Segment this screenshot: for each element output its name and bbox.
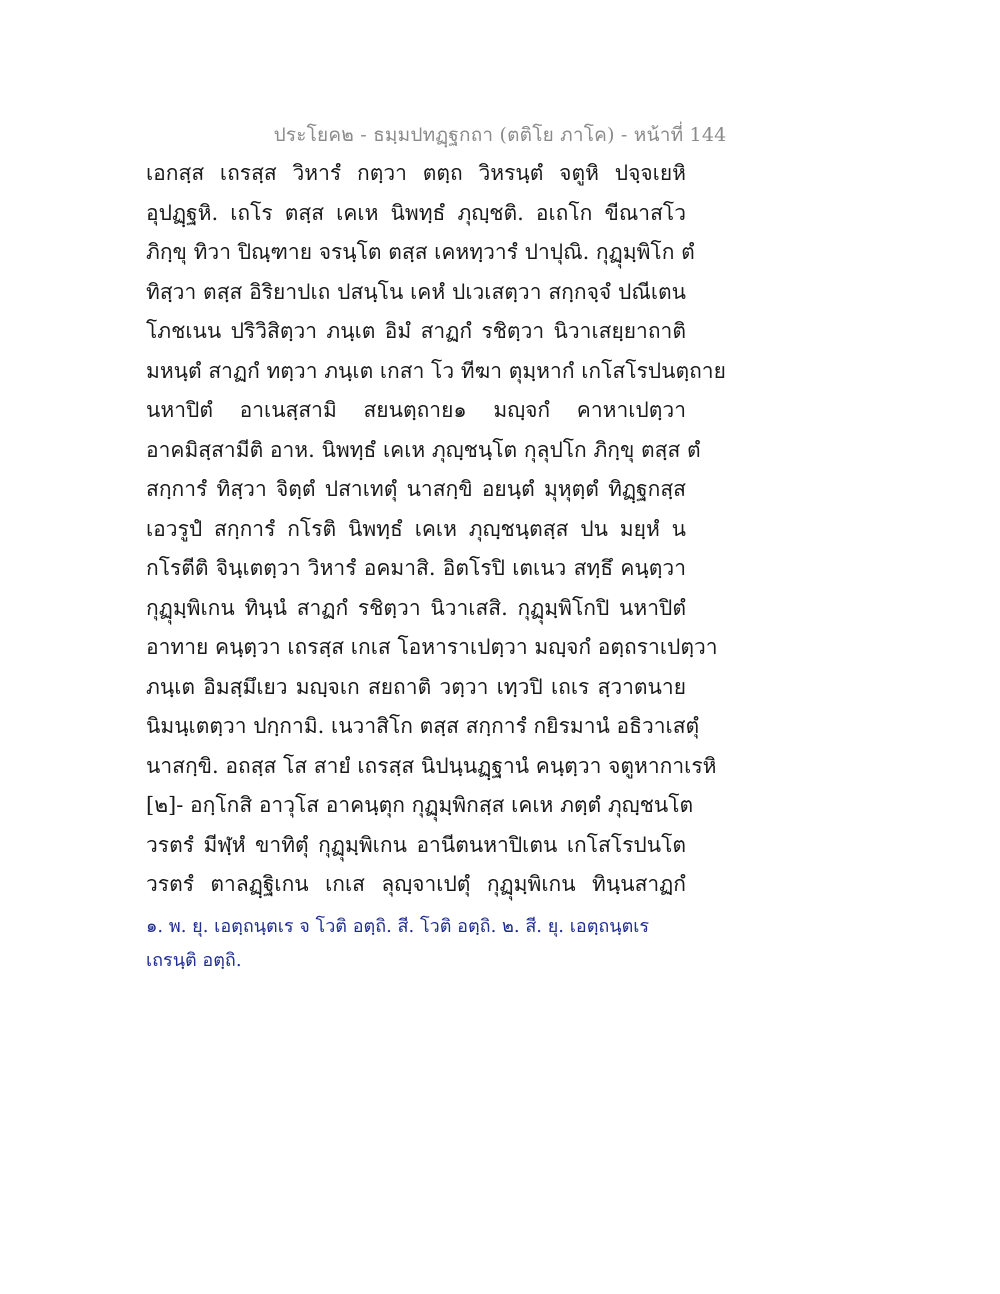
body-line: นหาปิตํ อาเนสฺสามิ สยนตฺถาย๑ มญฺจกํ คาหาเปตฺวา [146,398,686,422]
body-line: นาสกฺขิ. อถสฺส โส สายํ เถรสฺส นิปนฺนฏฺฐานํ คนฺตฺวา จตูหากาเรหิ [146,753,717,778]
body-line: วรตรํ มีฬฺหํ ขาทิตุํ กุฏุมฺพิเกน อานีตนหาปิเตน เกโสโรปนโต [146,832,686,857]
footnote-line: ๑. พ. ยุ. เอตฺถนฺตเร จ โวติ อตฺถิ. สี. โวติ อตฺถิ. ๒. สี. ยุ. เอตฺถนฺตเร [146,916,650,937]
body-line: ภิกฺขุ ทิวา ปิณฺฑาย จรนฺโต ตสฺส เคหทฺวารํ ปาปุณิ. กุฏุมฺพิโก ตํ [146,240,695,264]
body-line: นิมนฺเตตฺวา ปกฺกามิ. เนวาสิโก ตสฺส สกฺการํ กยิรมานํ อธิวาเสตุํ [146,714,700,738]
body-line: เอวรูปํ สกฺการํ กโรติ นิพทฺธํ เคเห ภุญฺชนฺตสฺส ปน มยฺหํ น [146,516,686,541]
body-line: ภนฺเต อิมสฺมึเยว มญฺจเก สยถาติ วตฺวา เทฺวปิ เถเร สฺวาตนาย [146,674,686,699]
footnotes [146,912,666,980]
body-line: วรตรํ ตาลฏฺฐิเกน เกเส ลุญฺจาเปตุํ กุฏุมฺพิเกน ทินฺนสาฏกํ [146,872,686,896]
body-line: [๒]- อกฺโกสิ อาวุโส อาคนฺตุก กุฏุมฺพิกสฺส เคเห ภตฺตํ ภุญฺชนโต [146,793,694,817]
running-header: ประโยค๒ - ธมฺมปทฏฺฐกถา (ตติโย ภาโค) - หน้าที่ 144 [273,124,727,146]
body-line: อาทาย คนฺตฺวา เถรสฺส เกเส โอหาราเปตฺวา มญฺจกํ อตฺถราเปตฺวา [146,635,718,659]
body-line: อุปฏฺฐหิ. เถโร ตสฺส เคเห นิพทฺธํ ภุญฺชติ. อเถโก ขีณาสโว [146,200,686,225]
body-line: โภชเนน ปริวิสิตฺวา ภนฺเต อิมํ สาฏกํ รชิตฺวา นิวาเสยฺยาถาติ [146,319,686,343]
footnote-line: เถรนฺติ อตฺถิ. [146,950,242,971]
body-line: เอกสฺส เถรสฺส วิหารํ กตฺวา ตตฺถ วิหรนฺตํ จตูหิ ปจฺจเยหิ [146,161,686,185]
body-line: กุฏุมฺพิเกน ทินฺนํ สาฏกํ รชิตฺวา นิวาเสสิ. กุฏุมฺพิโกปิ นหาปิตํ [146,595,686,620]
body-line: กโรตีติ จินฺเตตฺวา วิหารํ อคมาสิ. อิตโรปิ เตเนว สทฺธึ คนฺตฺวา [146,556,686,580]
body-line: มหนฺตํ สาฏกํ ทตฺวา ภนฺเต เกสา โว ทีฆา ตุมฺหากํ เกโสโรปนตฺถาย [146,358,726,383]
body-line: สกฺการํ ทิสฺวา จิตฺตํ ปสาเทตุํ นาสกฺขิ อยนฺตํ มุหุตฺตํ ทิฏฺฐกสฺส [146,477,686,501]
body-line: ทิสฺวา ตสฺส อิริยาปเถ ปสนฺโน เคหํ ปเวเสตฺวา สกฺกจฺจํ ปณีเตน [146,279,686,304]
body-line: อาคมิสฺสามีติ อาห. นิพทฺธํ เคเห ภุญฺชนฺโต กุลุปโก ภิกฺขุ ตสฺส ตํ [146,437,701,462]
body-text [146,156,726,907]
